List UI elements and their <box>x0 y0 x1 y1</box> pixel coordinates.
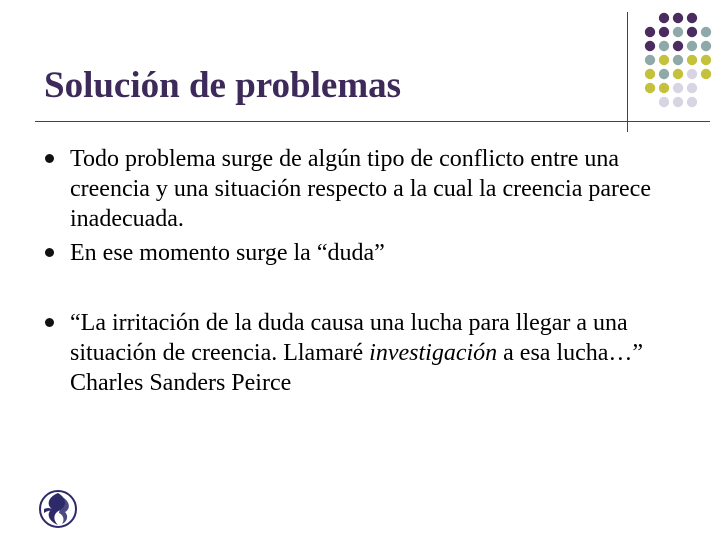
quote-text-before: “La irritación de la duda causa una lucha para llegar a una situación de creencia. Llamaré <box>70 310 628 366</box>
decorative-dot <box>701 27 711 37</box>
decorative-dot <box>645 27 655 37</box>
decorative-dot <box>659 69 669 79</box>
decorative-dot <box>659 55 669 65</box>
logo-icon <box>38 489 78 529</box>
decorative-dot <box>687 83 697 93</box>
decorative-dot <box>673 55 683 65</box>
quote-text-after: a esa lucha…” Charles Sanders Peirce <box>70 340 644 396</box>
decorative-dot <box>687 97 697 107</box>
slide-title: Solución de problemas <box>44 65 402 106</box>
decorative-dot <box>659 83 669 93</box>
vertical-divider <box>627 12 628 132</box>
bullet-text: Todo problema surge de algún tipo de conflicto entre una creencia y una situación respecto a la cual la creencia parece inadecuada. <box>70 146 651 232</box>
decorative-dot <box>673 27 683 37</box>
quote-emphasis: investigación <box>369 340 498 366</box>
bullet-icon <box>45 318 54 327</box>
decorative-dot <box>701 69 711 79</box>
decorative-dot <box>659 13 669 23</box>
decorative-dot <box>687 69 697 79</box>
title-underline <box>35 121 710 122</box>
decorative-dot <box>701 41 711 51</box>
bullet-item <box>45 238 685 268</box>
decorative-dot <box>687 55 697 65</box>
decorative-dot <box>659 41 669 51</box>
bullet-text: En ese momento surge la “duda” <box>70 240 385 266</box>
decorative-dot <box>645 41 655 51</box>
decorative-dot <box>673 97 683 107</box>
decorative-dot <box>659 97 669 107</box>
decorative-dot <box>645 83 655 93</box>
decorative-dot <box>687 27 697 37</box>
decorative-dot <box>673 41 683 51</box>
bullet-item-quote <box>45 308 685 398</box>
decorative-dot <box>687 13 697 23</box>
decorative-dot <box>659 27 669 37</box>
bullet-icon <box>45 154 54 163</box>
decorative-dot <box>673 13 683 23</box>
decorative-dot <box>673 83 683 93</box>
decorative-dot <box>701 55 711 65</box>
decorative-dot <box>645 55 655 65</box>
decorative-dot <box>687 41 697 51</box>
bullet-item <box>45 144 685 234</box>
decorative-dot <box>645 69 655 79</box>
bullet-list <box>45 144 685 398</box>
bullet-icon <box>45 248 54 257</box>
decorative-dot <box>673 69 683 79</box>
